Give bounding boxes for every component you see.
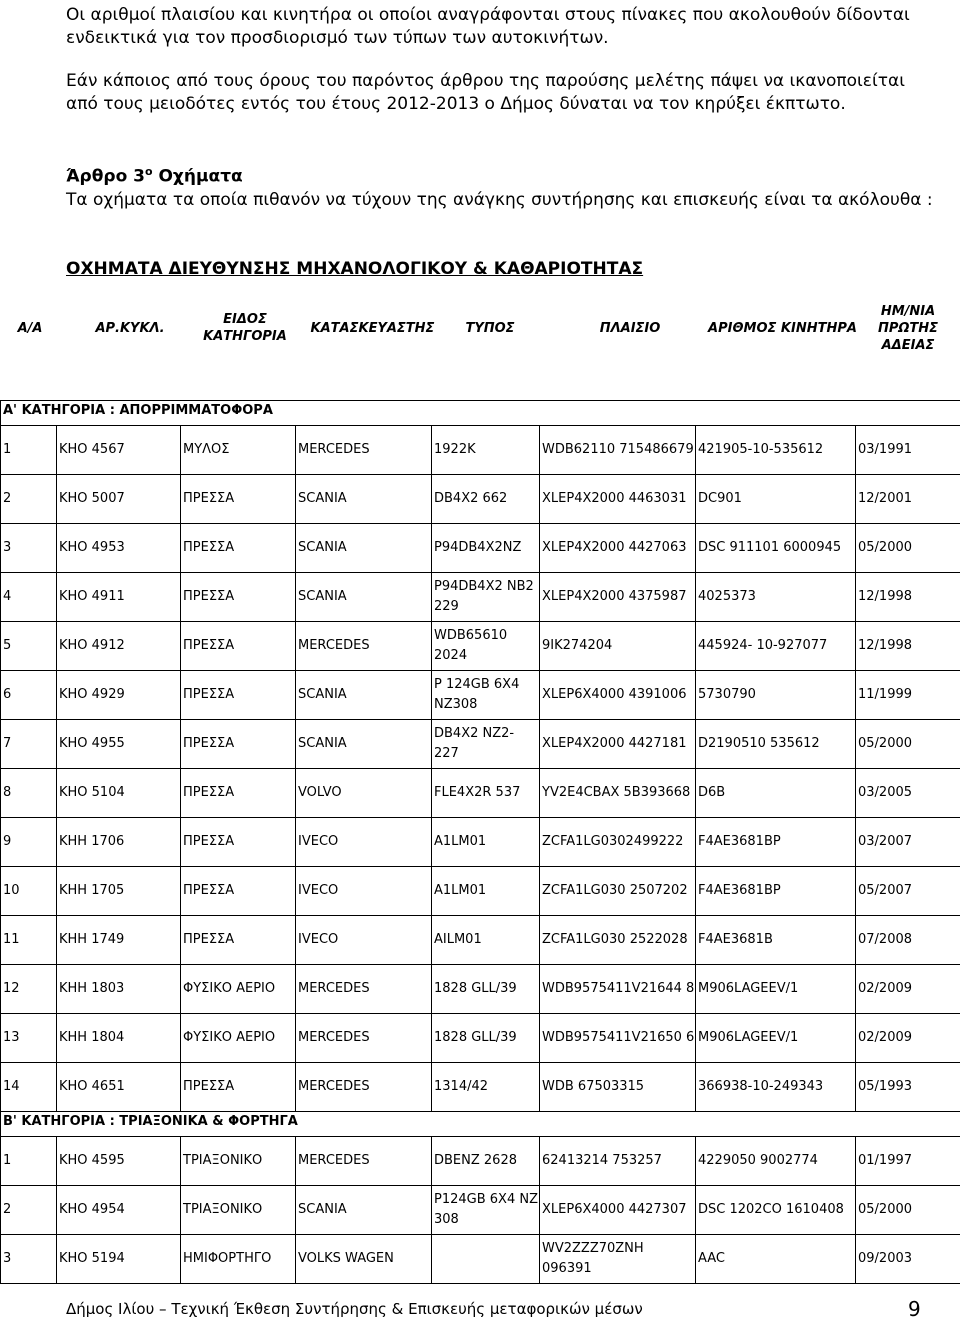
cell-chassis: XLEP4X2000 4463031 bbox=[540, 475, 696, 524]
cell-plate: ΚΗΗ 1804 bbox=[57, 1014, 181, 1063]
cell-aa: 13 bbox=[1, 1014, 57, 1063]
cell-type: ΜΥΛΟΣ bbox=[181, 426, 296, 475]
cell-engine: DSC 1202CO 1610408 bbox=[696, 1186, 856, 1235]
cell-model: A1LM01 bbox=[432, 818, 540, 867]
cell-model: A1LM01 bbox=[432, 867, 540, 916]
cell-model: P 124GB 6X4 NZ308 bbox=[432, 671, 540, 720]
cell-date: 12/1998 bbox=[856, 622, 960, 671]
cell-aa: 2 bbox=[1, 475, 57, 524]
cell-date: 05/2007 bbox=[856, 867, 960, 916]
cell-model: 1314/42 bbox=[432, 1063, 540, 1112]
table-row bbox=[1, 867, 960, 916]
cell-maker: SCANIA bbox=[296, 475, 432, 524]
article-body: Τα οχήματα τα οποία πιθανόν να τύχουν της ανάγκης συντήρησης και επισκευής είναι τα ακόλουθα : bbox=[66, 190, 933, 210]
article-title bbox=[66, 165, 243, 187]
cell-engine: 421905-10-535612 bbox=[696, 426, 856, 475]
cell-plate: ΚΗΟ 4567 bbox=[57, 426, 181, 475]
cell-type: ΠΡΕΣΣΑ bbox=[181, 622, 296, 671]
cell-engine: D2190510 535612 bbox=[696, 720, 856, 769]
cell-maker: MERCEDES bbox=[296, 1063, 432, 1112]
header-aa: Α/Α bbox=[17, 321, 43, 336]
cell-engine: D6B bbox=[696, 769, 856, 818]
intro-paragraph-1: Οι αριθμοί πλαισίου και κινητήρα οι οποίοι αναγράφονται στους πίνακες που ακολουθούν δίδονται ενδεικτικά για τον προσδιορισμό των τύπων των αυτοκινήτων. bbox=[66, 5, 910, 48]
cell-aa: 10 bbox=[1, 867, 57, 916]
cell-chassis: XLEP4X2000 4427181 bbox=[540, 720, 696, 769]
cell-maker: IVECO bbox=[296, 916, 432, 965]
cell-chassis: WV2ZZZ70ZNH 096391 bbox=[540, 1235, 696, 1284]
cell-maker: SCANIA bbox=[296, 524, 432, 573]
category-a-label: Α' ΚΑΤΗΓΟΡΙΑ : ΑΠΟΡΡΙΜΜΑΤΟΦΟΡΑ bbox=[1, 401, 960, 426]
cell-engine: 4229050 9002774 bbox=[696, 1137, 856, 1186]
cell-aa: 8 bbox=[1, 769, 57, 818]
cell-model: 1922K bbox=[432, 426, 540, 475]
cell-model: DBENZ 2628 bbox=[432, 1137, 540, 1186]
cell-date: 02/2009 bbox=[856, 1014, 960, 1063]
cell-aa: 3 bbox=[1, 524, 57, 573]
category-b-label: Β' ΚΑΤΗΓΟΡΙΑ : ΤΡΙΑΞΟΝΙΚΑ & ΦΟΡΤΗΓΑ bbox=[1, 1112, 960, 1137]
cell-chassis: ZCFA1LG030 2522028 bbox=[540, 916, 696, 965]
cell-aa: 14 bbox=[1, 1063, 57, 1112]
cell-plate: ΚΗΗ 1803 bbox=[57, 965, 181, 1014]
cell-model: 1828 GLL/39 bbox=[432, 965, 540, 1014]
cell-model: AILM01 bbox=[432, 916, 540, 965]
cell-model: 1828 GLL/39 bbox=[432, 1014, 540, 1063]
cell-chassis: XLEP4X2000 4427063 bbox=[540, 524, 696, 573]
cell-maker: MERCEDES bbox=[296, 1137, 432, 1186]
cell-plate: ΚΗΟ 4929 bbox=[57, 671, 181, 720]
cell-plate: ΚΗΟ 4911 bbox=[57, 573, 181, 622]
cell-chassis: WDB62110 715486679 bbox=[540, 426, 696, 475]
cell-maker: MERCEDES bbox=[296, 965, 432, 1014]
cell-type: ΠΡΕΣΣΑ bbox=[181, 524, 296, 573]
cell-plate: ΚΗΗ 1749 bbox=[57, 916, 181, 965]
cell-maker: VOLVO bbox=[296, 769, 432, 818]
cell-plate: ΚΗΟ 5104 bbox=[57, 769, 181, 818]
cell-aa: 2 bbox=[1, 1186, 57, 1235]
cell-plate: ΚΗΟ 4651 bbox=[57, 1063, 181, 1112]
category-row-b bbox=[1, 1112, 960, 1137]
header-date bbox=[868, 303, 948, 354]
cell-date: 11/1999 bbox=[856, 671, 960, 720]
cell-plate: ΚΗΟ 4953 bbox=[57, 524, 181, 573]
table-row bbox=[1, 1014, 960, 1063]
cell-date: 09/2003 bbox=[856, 1235, 960, 1284]
cell-maker: IVECO bbox=[296, 818, 432, 867]
cell-plate: ΚΗΗ 1706 bbox=[57, 818, 181, 867]
table-row bbox=[1, 1186, 960, 1235]
section-title: ΟΧΗΜΑΤΑ ΔΙΕΥΘΥΝΣΗΣ ΜΗΧΑΝΟΛΟΓΙΚΟΥ & ΚΑΘΑΡΙΟΤΗΤΑΣ bbox=[66, 259, 644, 279]
cell-engine: 366938-10-249343 bbox=[696, 1063, 856, 1112]
cell-aa: 3 bbox=[1, 1235, 57, 1284]
cell-model: DB4X2 662 bbox=[432, 475, 540, 524]
cell-type: ΤΡΙΑΞΟΝΙΚΟ bbox=[181, 1186, 296, 1235]
header-type-line1: ΕΙΔΟΣ bbox=[223, 312, 267, 327]
cell-type: ΤΡΙΑΞΟΝΙΚΟ bbox=[181, 1137, 296, 1186]
table-row bbox=[1, 426, 960, 475]
cell-plate: ΚΗΟ 5194 bbox=[57, 1235, 181, 1284]
page-footer: Δήμος Ιλίου – Τεχνική Έκθεση Συντήρησης & Επισκευής μεταφορικών μέσων bbox=[66, 1300, 643, 1318]
cell-engine: F4AE3681BP bbox=[696, 818, 856, 867]
cell-maker: VOLKS WAGEN bbox=[296, 1235, 432, 1284]
table-row bbox=[1, 1235, 960, 1284]
cell-aa: 1 bbox=[1, 426, 57, 475]
cell-engine: F4AE3681BP bbox=[696, 867, 856, 916]
cell-chassis: XLEP6X4000 4391006 bbox=[540, 671, 696, 720]
cell-chassis: YV2E4CBAX 5B393668 bbox=[540, 769, 696, 818]
cell-date: 12/1998 bbox=[856, 573, 960, 622]
cell-maker: MERCEDES bbox=[296, 622, 432, 671]
cell-plate: ΚΗΗ 1705 bbox=[57, 867, 181, 916]
cell-type: ΠΡΕΣΣΑ bbox=[181, 916, 296, 965]
category-row-a bbox=[1, 401, 960, 426]
cell-plate: ΚΗΟ 4954 bbox=[57, 1186, 181, 1235]
cell-chassis: ZCFA1LG030 2507202 bbox=[540, 867, 696, 916]
table-row bbox=[1, 475, 960, 524]
cell-engine: DSC 911101 6000945 bbox=[696, 524, 856, 573]
cell-chassis: WDB9575411V21650 6 bbox=[540, 1014, 696, 1063]
cell-date: 07/2008 bbox=[856, 916, 960, 965]
table-row bbox=[1, 720, 960, 769]
cell-engine: 5730790 bbox=[696, 671, 856, 720]
cell-model: P94DB4X2NZ bbox=[432, 524, 540, 573]
cell-chassis: ZCFA1LG0302499222 bbox=[540, 818, 696, 867]
header-chassis: ΠΛΑΙΣΙΟ bbox=[599, 321, 661, 336]
table-row bbox=[1, 769, 960, 818]
article-title-sup: ο bbox=[145, 165, 153, 178]
cell-date: 05/2000 bbox=[856, 524, 960, 573]
cell-aa: 5 bbox=[1, 622, 57, 671]
header-date-line2: ΠΡΩΤΗΣ bbox=[877, 321, 939, 336]
header-model: ΤΥΠΟΣ bbox=[465, 321, 515, 336]
intro-paragraph-2: Εάν κάποιος από τους όρους του παρόντος άρθρου της παρούσης μελέτης πάψει να ικανοποιείται από τους μειοδότες εντός του έτους 2012-2013 ο Δήμος δύναται να τον κηρύξει έκπτωτο. bbox=[66, 71, 905, 114]
cell-engine: DC901 bbox=[696, 475, 856, 524]
article-title-suffix: Οχήματα bbox=[152, 166, 243, 187]
cell-type: ΠΡΕΣΣΑ bbox=[181, 573, 296, 622]
cell-type: ΠΡΕΣΣΑ bbox=[181, 475, 296, 524]
cell-model bbox=[432, 1235, 540, 1284]
cell-chassis: XLEP4X2000 4375987 bbox=[540, 573, 696, 622]
table-row bbox=[1, 818, 960, 867]
cell-engine: AAC bbox=[696, 1235, 856, 1284]
cell-chassis: 62413214 753257 bbox=[540, 1137, 696, 1186]
article-title-prefix: Άρθρο 3 bbox=[66, 166, 145, 187]
table-row bbox=[1, 916, 960, 965]
cell-model: P94DB4X2 NB2 229 bbox=[432, 573, 540, 622]
cell-type: ΦΥΣΙΚΟ ΑΕΡΙΟ bbox=[181, 965, 296, 1014]
cell-aa: 12 bbox=[1, 965, 57, 1014]
cell-model: WDB65610 2024 bbox=[432, 622, 540, 671]
cell-type: ΠΡΕΣΣΑ bbox=[181, 867, 296, 916]
cell-date: 03/1991 bbox=[856, 426, 960, 475]
header-type bbox=[195, 311, 295, 345]
cell-aa: 6 bbox=[1, 671, 57, 720]
cell-type: ΠΡΕΣΣΑ bbox=[181, 671, 296, 720]
cell-date: 03/2007 bbox=[856, 818, 960, 867]
cell-engine: M906LAGEEV/1 bbox=[696, 965, 856, 1014]
table-row bbox=[1, 622, 960, 671]
header-engine: ΑΡΙΘΜΟΣ ΚΙΝΗΤΗΡΑ bbox=[708, 321, 857, 336]
cell-engine: F4AE3681B bbox=[696, 916, 856, 965]
table-row bbox=[1, 965, 960, 1014]
table-row bbox=[1, 671, 960, 720]
table-row bbox=[1, 1137, 960, 1186]
cell-plate: ΚΗΟ 5007 bbox=[57, 475, 181, 524]
cell-plate: ΚΗΟ 4595 bbox=[57, 1137, 181, 1186]
cell-maker: MERCEDES bbox=[296, 426, 432, 475]
cell-date: 05/1993 bbox=[856, 1063, 960, 1112]
cell-type: ΠΡΕΣΣΑ bbox=[181, 769, 296, 818]
cell-engine: 4025373 bbox=[696, 573, 856, 622]
cell-maker: SCANIA bbox=[296, 573, 432, 622]
cell-maker: MERCEDES bbox=[296, 1014, 432, 1063]
cell-plate: ΚΗΟ 4955 bbox=[57, 720, 181, 769]
cell-type: ΠΡΕΣΣΑ bbox=[181, 818, 296, 867]
cell-model: FLE4X2R 537 bbox=[432, 769, 540, 818]
cell-model: DB4X2 NZ2- 227 bbox=[432, 720, 540, 769]
table-row bbox=[1, 1063, 960, 1112]
table-row bbox=[1, 524, 960, 573]
cell-date: 05/2000 bbox=[856, 720, 960, 769]
cell-type: ΠΡΕΣΣΑ bbox=[181, 720, 296, 769]
header-type-line2: ΚΑΤΗΓΟΡΙΑ bbox=[203, 329, 287, 344]
cell-maker: SCANIA bbox=[296, 671, 432, 720]
cell-engine: 445924- 10-927077 bbox=[696, 622, 856, 671]
cell-type: ΠΡΕΣΣΑ bbox=[181, 1063, 296, 1112]
cell-aa: 11 bbox=[1, 916, 57, 965]
cell-maker: SCANIA bbox=[296, 720, 432, 769]
vehicles-table bbox=[0, 400, 960, 1284]
cell-aa: 9 bbox=[1, 818, 57, 867]
cell-plate: ΚΗΟ 4912 bbox=[57, 622, 181, 671]
cell-maker: IVECO bbox=[296, 867, 432, 916]
cell-engine: M906LAGEEV/1 bbox=[696, 1014, 856, 1063]
cell-chassis: 9ΙΚ274204 bbox=[540, 622, 696, 671]
cell-maker: SCANIA bbox=[296, 1186, 432, 1235]
cell-chassis: WDB9575411V21644 8 bbox=[540, 965, 696, 1014]
cell-date: 05/2000 bbox=[856, 1186, 960, 1235]
header-date-line1: ΗΜ/ΝΙΑ bbox=[880, 304, 936, 319]
cell-date: 01/1997 bbox=[856, 1137, 960, 1186]
cell-model: P124GB 6X4 NZ 308 bbox=[432, 1186, 540, 1235]
header-date-line3: ΑΔΕΙΑΣ bbox=[881, 338, 935, 353]
header-plate: ΑΡ.ΚΥΚΛ. bbox=[95, 321, 165, 336]
table-row bbox=[1, 573, 960, 622]
cell-aa: 4 bbox=[1, 573, 57, 622]
cell-date: 02/2009 bbox=[856, 965, 960, 1014]
cell-type: ΦΥΣΙΚΟ ΑΕΡΙΟ bbox=[181, 1014, 296, 1063]
cell-aa: 7 bbox=[1, 720, 57, 769]
cell-date: 03/2005 bbox=[856, 769, 960, 818]
header-maker: ΚΑΤΑΣΚΕΥΑΣΤΗΣ bbox=[310, 321, 435, 336]
cell-aa: 1 bbox=[1, 1137, 57, 1186]
cell-chassis: WDB 67503315 bbox=[540, 1063, 696, 1112]
cell-type: ΗΜΙΦΟΡΤΗΓΟ bbox=[181, 1235, 296, 1284]
page-number: 9 bbox=[908, 1297, 921, 1321]
cell-date: 12/2001 bbox=[856, 475, 960, 524]
cell-chassis: XLEP6X4000 4427307 bbox=[540, 1186, 696, 1235]
